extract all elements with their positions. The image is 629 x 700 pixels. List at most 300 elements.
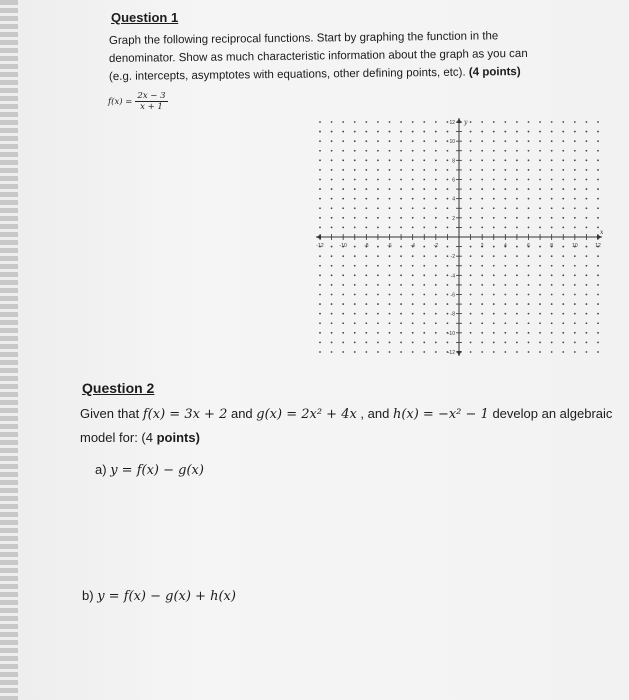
- grid-dot: [389, 255, 391, 257]
- grid-dot: [354, 150, 356, 152]
- grid-dot: [597, 198, 599, 200]
- grid-dot: [447, 121, 449, 123]
- grid-dot: [551, 274, 553, 276]
- grid-dot: [423, 150, 425, 152]
- grid-dot: [389, 198, 391, 200]
- grid-dot: [528, 332, 530, 334]
- grid-dot: [586, 131, 588, 133]
- function-denominator: x + 1: [140, 102, 163, 112]
- grid-dot: [539, 265, 541, 267]
- grid-dot: [551, 351, 553, 353]
- grid-dot: [389, 169, 391, 171]
- grid-dot: [435, 198, 437, 200]
- grid-dot: [319, 265, 321, 267]
- grid-dot: [493, 140, 495, 142]
- grid-dot: [389, 303, 391, 305]
- grid-dot: [504, 342, 506, 344]
- grid-dot: [539, 342, 541, 344]
- grid-dot: [319, 284, 321, 286]
- grid-dot: [389, 313, 391, 315]
- grid-dot: [562, 274, 564, 276]
- grid-dot: [516, 159, 518, 161]
- grid-dot: [435, 188, 437, 190]
- grid-dot: [423, 188, 425, 190]
- grid-dot: [435, 207, 437, 209]
- grid-dot: [516, 131, 518, 133]
- grid-dot: [551, 121, 553, 123]
- grid-dot: [504, 284, 506, 286]
- grid-dot: [447, 217, 449, 219]
- grid-dot: [331, 188, 333, 190]
- grid-dot: [539, 313, 541, 315]
- grid-dot: [528, 207, 530, 209]
- grid-dot: [539, 198, 541, 200]
- y-tick-label: 12: [449, 120, 455, 126]
- grid-dot: [435, 140, 437, 142]
- question-1-instruction-line-1: Graph the following reciprocal functions. Start by graphing the function in the: [108, 30, 499, 47]
- grid-dot: [412, 351, 414, 353]
- grid-dot: [597, 179, 599, 181]
- x-tick-label: 12: [595, 243, 601, 249]
- grid-dot: [412, 332, 414, 334]
- grid-dot: [331, 217, 333, 219]
- grid-dot: [562, 227, 564, 229]
- grid-dot: [481, 121, 483, 123]
- grid-dot: [435, 179, 437, 181]
- grid-dot: [551, 159, 553, 161]
- grid-dot: [481, 140, 483, 142]
- grid-dot: [377, 179, 379, 181]
- grid-dot: [481, 150, 483, 152]
- grid-dot: [400, 351, 402, 353]
- grid-dot: [562, 198, 564, 200]
- grid-dot: [574, 351, 576, 353]
- grid-dot: [319, 322, 321, 324]
- grid-dot: [377, 169, 379, 171]
- grid-dot: [504, 265, 506, 267]
- x-tick-label: -4: [410, 243, 415, 249]
- grid-dot: [435, 150, 437, 152]
- grid-dot: [516, 313, 518, 315]
- grid-dot: [516, 322, 518, 324]
- grid-dot: [586, 150, 588, 152]
- grid-dot: [539, 246, 541, 248]
- grid-dot: [354, 255, 356, 257]
- grid-dot: [389, 131, 391, 133]
- grid-dot: [504, 313, 506, 315]
- grid-dot: [562, 332, 564, 334]
- grid-dot: [562, 313, 564, 315]
- grid-dot: [470, 169, 472, 171]
- grid-dot: [586, 198, 588, 200]
- grid-dot: [319, 332, 321, 334]
- grid-dot: [516, 227, 518, 229]
- grid-dot: [447, 313, 449, 315]
- grid-dot: [365, 284, 367, 286]
- grid-dot: [528, 131, 530, 133]
- grid-dot: [435, 303, 437, 305]
- grid-dot: [342, 294, 344, 296]
- grid-dot: [516, 342, 518, 344]
- grid-dot: [562, 246, 564, 248]
- grid-dot: [389, 150, 391, 152]
- grid-dot: [342, 265, 344, 267]
- question-1-instruction-line-2: denominator. Show as much characteristic information about the graph as you can: [108, 47, 528, 65]
- grid-dot: [423, 303, 425, 305]
- grid-dot: [551, 131, 553, 133]
- grid-dot: [342, 159, 344, 161]
- grid-dot: [481, 159, 483, 161]
- grid-dot: [528, 159, 530, 161]
- grid-dot: [470, 188, 472, 190]
- grid-dot: [365, 265, 367, 267]
- grid-dot: [481, 313, 483, 315]
- grid-dot: [435, 313, 437, 315]
- grid-dot: [435, 332, 437, 334]
- grid-dot: [562, 131, 564, 133]
- grid-dot: [400, 121, 402, 123]
- grid-dot: [481, 322, 483, 324]
- grid-dot: [412, 207, 414, 209]
- y-tick-label: 6: [452, 177, 455, 184]
- grid-dot: [400, 227, 402, 229]
- grid-dot: [342, 179, 344, 181]
- grid-dot: [389, 322, 391, 324]
- grid-dot: [539, 351, 541, 353]
- function-numerator: 2x − 3: [137, 91, 166, 101]
- model-text: model for: (4: [80, 430, 153, 445]
- grid-dot: [389, 140, 391, 142]
- grid-dot: [423, 121, 425, 123]
- grid-dot: [493, 255, 495, 257]
- grid-dot: [470, 159, 472, 161]
- grid-dot: [493, 274, 495, 276]
- grid-dot: [400, 332, 402, 334]
- grid-dot: [470, 284, 472, 286]
- grid-dot: [423, 207, 425, 209]
- grid-dot: [447, 227, 449, 229]
- grid-dot: [493, 351, 495, 353]
- grid-dot: [551, 198, 553, 200]
- grid-dot: [551, 284, 553, 286]
- grid-dot: [493, 217, 495, 219]
- grid-dot: [586, 207, 588, 209]
- grid-dot: [493, 188, 495, 190]
- part-a-expression: y = f(x) − g(x): [110, 463, 204, 478]
- grid-dot: [400, 294, 402, 296]
- grid-dot: [539, 140, 541, 142]
- grid-dot: [493, 284, 495, 286]
- grid-dot: [504, 131, 506, 133]
- grid-dot: [412, 284, 414, 286]
- grid-dot: [562, 188, 564, 190]
- given-suffix: develop an algebraic: [488, 406, 613, 421]
- grid-dot: [342, 342, 344, 344]
- grid-dot: [412, 274, 414, 276]
- grid-dot: [562, 179, 564, 181]
- y-tick-label: -4: [450, 273, 455, 280]
- grid-dot: [516, 274, 518, 276]
- grid-dot: [412, 265, 414, 267]
- grid-dot: [528, 227, 530, 229]
- grid-dot: [400, 313, 402, 315]
- grid-dot: [365, 332, 367, 334]
- grid-dot: [504, 179, 506, 181]
- grid-dot: [354, 313, 356, 315]
- question-2-given-line: [80, 406, 612, 422]
- grid-dot: [539, 284, 541, 286]
- grid-dot: [331, 284, 333, 286]
- grid-dot: [586, 121, 588, 123]
- grid-dot: [574, 131, 576, 133]
- grid-dot: [574, 265, 576, 267]
- grid-dot: [447, 246, 449, 248]
- grid-dot: [562, 150, 564, 152]
- x-tick-label: -6: [387, 243, 392, 249]
- grid-dot: [562, 255, 564, 257]
- grid-dot: [528, 351, 530, 353]
- grid-dot: [586, 294, 588, 296]
- x-tick-label: 10: [572, 243, 578, 249]
- grid-dot: [586, 313, 588, 315]
- grid-dot: [319, 303, 321, 305]
- grid-dot: [586, 179, 588, 181]
- grid-dot: [539, 159, 541, 161]
- grid-dot: [586, 284, 588, 286]
- grid-dot: [551, 342, 553, 344]
- grid-dot: [470, 179, 472, 181]
- grid-dot: [331, 322, 333, 324]
- grid-dot: [470, 198, 472, 200]
- grid-dot: [447, 207, 449, 209]
- grid-dot: [400, 255, 402, 257]
- grid-dot: [493, 303, 495, 305]
- grid-dot: [574, 227, 576, 229]
- grid-dot: [481, 131, 483, 133]
- grid-dot: [389, 284, 391, 286]
- grid-dot: [365, 342, 367, 344]
- grid-dot: [470, 274, 472, 276]
- grid-dot: [539, 227, 541, 229]
- grid-dot: [586, 217, 588, 219]
- grid-dot: [423, 159, 425, 161]
- x-tick-label: -10: [339, 243, 347, 249]
- grid-dot: [562, 140, 564, 142]
- grid-dot: [389, 188, 391, 190]
- grid-dot: [551, 332, 553, 334]
- grid-dot: [412, 121, 414, 123]
- grid-dot: [470, 313, 472, 315]
- grid-dot: [481, 303, 483, 305]
- grid-dot: [447, 322, 449, 324]
- grid-dot: [342, 313, 344, 315]
- grid-dot: [389, 207, 391, 209]
- grid-dot: [365, 150, 367, 152]
- grid-dot: [597, 303, 599, 305]
- grid-dot: [551, 188, 553, 190]
- grid-dot: [470, 351, 472, 353]
- grid-dot: [412, 303, 414, 305]
- grid-dot: [331, 313, 333, 315]
- grid-dot: [447, 159, 449, 161]
- grid-dot: [586, 227, 588, 229]
- grid-dot: [365, 303, 367, 305]
- grid-dot: [354, 284, 356, 286]
- grid-dot: [354, 332, 356, 334]
- grid-dot: [539, 150, 541, 152]
- grid-dot: [319, 179, 321, 181]
- grid-dot: [539, 322, 541, 324]
- grid-dot: [377, 207, 379, 209]
- x-tick-label: -12: [316, 243, 324, 249]
- grid-dot: [493, 294, 495, 296]
- grid-dot: [412, 179, 414, 181]
- grid-dot: [493, 179, 495, 181]
- grid-dot: [435, 274, 437, 276]
- x-axis-label: x: [600, 229, 604, 236]
- grid-dot: [528, 217, 530, 219]
- grid-dot: [331, 198, 333, 200]
- grid-dot: [342, 227, 344, 229]
- grid-dot: [504, 188, 506, 190]
- grid-dot: [528, 188, 530, 190]
- grid-dot: [586, 322, 588, 324]
- grid-dot: [319, 198, 321, 200]
- grid-dot: [435, 169, 437, 171]
- grid-dot: [516, 121, 518, 123]
- grid-dot: [423, 140, 425, 142]
- grid-dot: [470, 121, 472, 123]
- grid-dot: [319, 342, 321, 344]
- grid-dot: [331, 179, 333, 181]
- grid-dot: [493, 227, 495, 229]
- grid-dot: [586, 351, 588, 353]
- grid-dot: [377, 265, 379, 267]
- grid-dot: [331, 207, 333, 209]
- grid-dot: [389, 159, 391, 161]
- grid-dot: [412, 342, 414, 344]
- grid-dot: [377, 332, 379, 334]
- grid-dot: [319, 274, 321, 276]
- grid-dot: [504, 140, 506, 142]
- grid-dot: [377, 150, 379, 152]
- grid-dot: [365, 198, 367, 200]
- y-tick-label: -6: [450, 292, 455, 299]
- grid-dot: [435, 294, 437, 296]
- grid-dot: [342, 255, 344, 257]
- grid-dot: [597, 131, 599, 133]
- grid-dot: [528, 294, 530, 296]
- grid-dot: [331, 351, 333, 353]
- model-points: points): [156, 430, 200, 445]
- grid-dot: [504, 150, 506, 152]
- grid-dot: [574, 284, 576, 286]
- grid-dot: [319, 351, 321, 353]
- grid-dot: [377, 198, 379, 200]
- grid-dot: [389, 294, 391, 296]
- grid-dot: [400, 217, 402, 219]
- grid-dot: [412, 294, 414, 296]
- grid-dot: [377, 284, 379, 286]
- grid-dot: [331, 265, 333, 267]
- grid-dot: [331, 150, 333, 152]
- x-tick-label: 6: [527, 243, 530, 249]
- question-1-title: Question 1: [111, 10, 179, 25]
- grid-dot: [597, 265, 599, 267]
- grid-dot: [516, 188, 518, 190]
- grid-dot: [331, 342, 333, 344]
- grid-dot: [516, 217, 518, 219]
- grid-dot: [412, 131, 414, 133]
- grid-dot: [574, 274, 576, 276]
- grid-dot: [365, 313, 367, 315]
- grid-dot: [574, 169, 576, 171]
- grid-dot: [481, 342, 483, 344]
- grid-dot: [597, 217, 599, 219]
- grid-dot: [528, 198, 530, 200]
- grid-dot: [342, 351, 344, 353]
- grid-dot: [389, 351, 391, 353]
- grid-dot: [470, 150, 472, 152]
- grid-dot: [423, 179, 425, 181]
- grid-dot: [516, 265, 518, 267]
- grid-dot: [493, 150, 495, 152]
- grid-dot: [377, 274, 379, 276]
- grid-dot: [597, 284, 599, 286]
- grid-dot: [435, 227, 437, 229]
- grid-dot: [551, 265, 553, 267]
- grid-dot: [597, 207, 599, 209]
- grid-dot: [586, 140, 588, 142]
- grid-dot: [435, 322, 437, 324]
- question-2-model-line: [80, 430, 200, 445]
- question-1-instruction-text: (e.g. intercepts, asymptotes with equations, other defining points, etc).: [108, 66, 466, 83]
- grid-dot: [504, 217, 506, 219]
- grid-dot: [423, 217, 425, 219]
- grid-dot: [447, 303, 449, 305]
- grid-dot: [400, 198, 402, 200]
- grid-dot: [400, 342, 402, 344]
- grid-dot: [342, 303, 344, 305]
- grid-dot: [435, 121, 437, 123]
- grid-dot: [516, 150, 518, 152]
- grid-dot: [389, 342, 391, 344]
- grid-dot: [447, 255, 449, 257]
- grid-dot: [354, 188, 356, 190]
- grid-dot: [354, 342, 356, 344]
- grid-dot: [516, 207, 518, 209]
- question-1-points: (4 points): [468, 65, 521, 79]
- grid-dot: [562, 121, 564, 123]
- grid-dot: [539, 169, 541, 171]
- grid-dot: [354, 131, 356, 133]
- grid-dot: [400, 265, 402, 267]
- grid-dot: [562, 159, 564, 161]
- grid-dot: [597, 121, 599, 123]
- grid-dot: [412, 140, 414, 142]
- y-axis-label: y: [464, 119, 468, 126]
- grid-dot: [423, 198, 425, 200]
- grid-dot: [539, 294, 541, 296]
- grid-dot: [504, 198, 506, 200]
- grid-dot: [562, 265, 564, 267]
- grid-dot: [365, 159, 367, 161]
- grid-dot: [470, 140, 472, 142]
- grid-dot: [435, 342, 437, 344]
- grid-dot: [597, 351, 599, 353]
- grid-dot: [447, 131, 449, 133]
- grid-dot: [377, 246, 379, 248]
